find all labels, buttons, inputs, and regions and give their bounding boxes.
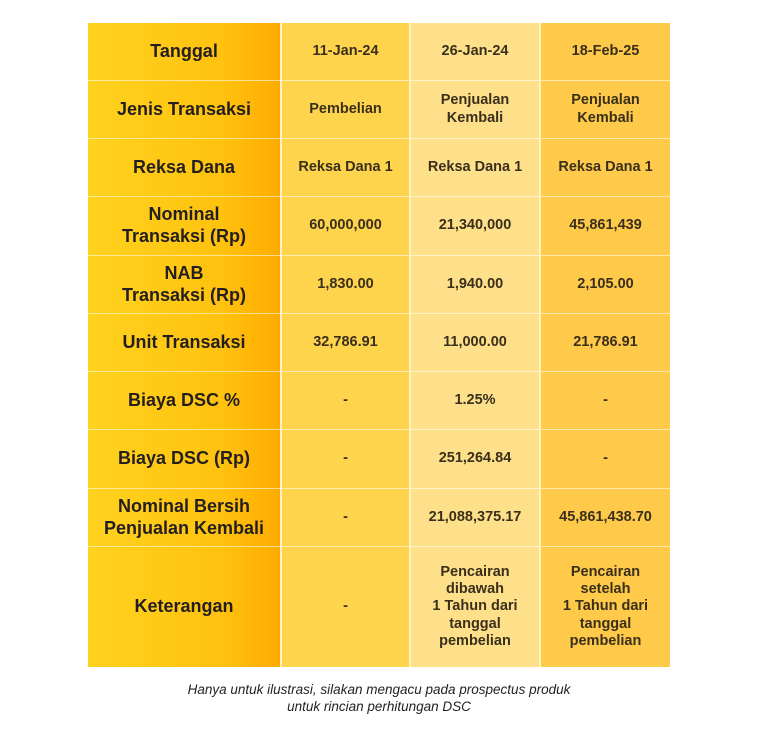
table-cell: - bbox=[282, 547, 411, 667]
row-label-reksa-dana: Reksa Dana bbox=[88, 139, 282, 197]
table-cell: 1,940.00 bbox=[411, 256, 541, 314]
table-cell: Reksa Dana 1 bbox=[282, 139, 411, 197]
table-cell: 1.25% bbox=[411, 372, 541, 430]
table-cell: 32,786.91 bbox=[282, 314, 411, 372]
table-cell: Reksa Dana 1 bbox=[411, 139, 541, 197]
table-cell: 21,088,375.17 bbox=[411, 489, 541, 547]
table-cell: 251,264.84 bbox=[411, 430, 541, 489]
table-cell: Penjualan Kembali bbox=[541, 81, 670, 139]
row-label-unit-transaksi: Unit Transaksi bbox=[88, 314, 282, 372]
row-label-nab-transaksi: NAB Transaksi (Rp) bbox=[88, 256, 282, 314]
table-cell: 2,105.00 bbox=[541, 256, 670, 314]
table-cell: - bbox=[282, 489, 411, 547]
table-cell: 26-Jan-24 bbox=[411, 23, 541, 81]
table-cell: Reksa Dana 1 bbox=[541, 139, 670, 197]
table-cell: - bbox=[541, 430, 670, 489]
table-cell: - bbox=[282, 372, 411, 430]
row-label-keterangan: Keterangan bbox=[88, 547, 282, 667]
dsc-illustration-table bbox=[88, 23, 670, 667]
table-cell: 11,000.00 bbox=[411, 314, 541, 372]
table-cell: 60,000,000 bbox=[282, 197, 411, 256]
table-cell: Penjualan Kembali bbox=[411, 81, 541, 139]
table-cell: - bbox=[541, 372, 670, 430]
table-cell: Pembelian bbox=[282, 81, 411, 139]
row-label-biaya-dsc-percent: Biaya DSC % bbox=[88, 372, 282, 430]
row-label-tanggal: Tanggal bbox=[88, 23, 282, 81]
row-label-nominal-transaksi: Nominal Transaksi (Rp) bbox=[88, 197, 282, 256]
illustration-disclaimer: Hanya untuk ilustrasi, silakan mengacu pada prospectus produk untuk rincian perhitungan DSC bbox=[187, 682, 571, 714]
row-label-jenis-transaksi: Jenis Transaksi bbox=[88, 81, 282, 139]
row-label-nominal-bersih: Nominal Bersih Penjualan Kembali bbox=[88, 489, 282, 547]
table-cell: 45,861,439 bbox=[541, 197, 670, 256]
table-cell: Pencairan setelah 1 Tahun dari tanggal pembelian bbox=[541, 547, 670, 667]
table-cell: 21,786.91 bbox=[541, 314, 670, 372]
table-cell: 18-Feb-25 bbox=[541, 23, 670, 81]
table-cell: - bbox=[282, 430, 411, 489]
table-cell: 45,861,438.70 bbox=[541, 489, 670, 547]
row-label-biaya-dsc-rp: Biaya DSC (Rp) bbox=[88, 430, 282, 489]
table-cell: 1,830.00 bbox=[282, 256, 411, 314]
table-cell: Pencairan dibawah 1 Tahun dari tanggal pembelian bbox=[411, 547, 541, 667]
table-cell: 11-Jan-24 bbox=[282, 23, 411, 81]
table-cell: 21,340,000 bbox=[411, 197, 541, 256]
